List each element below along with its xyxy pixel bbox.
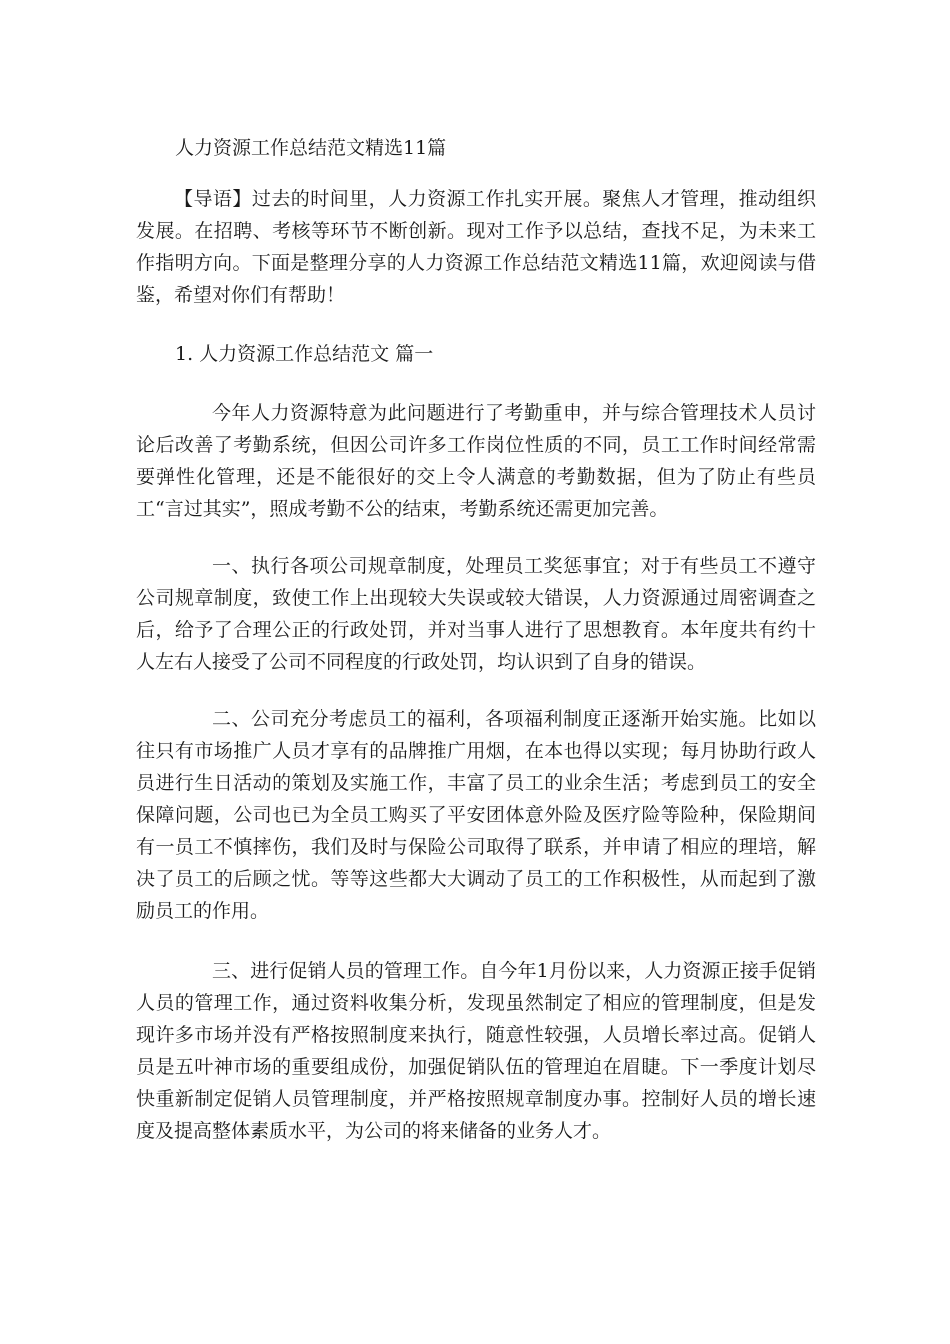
- body-paragraph-4: 三、进行促销人员的管理工作。自今年1月份以来，人力资源正接手促销人员的管理工作，通过资料收集分析，发现虽然制定了相应的管理制度，但是发现许多市场并没有严格按照制度来执行，随意性较强，人员增长率过高。促销人员是五叶神市场的重要组成份，加强促销队伍的管理迫在眉睫。下一季度计划尽快重新制定促销人员管理制度，并严格按照规章制度办事。控制好人员的增长速度及提高整体素质水平，为公司的将来储备的业务人才。: [136, 960, 816, 1142]
- body-paragraph-1: 今年人力资源特意为此问题进行了考勤重申，并与综合管理技术人员讨论后改善了考勤系统，但因公司许多工作岗位性质的不同，员工工作时间经常需要弹性化管理，还是不能很好的交上令人满意的考勤数据，但为了防止有些员工“言过其实”，照成考勤不公的结束，考勤系统还需更加完善。: [136, 402, 816, 520]
- section-heading: 1. 人力资源工作总结范文 篇一: [175, 343, 434, 365]
- lead-paragraph: 【导语】过去的时间里，人力资源工作扎实开展。聚焦人才管理，推动组织发展。在招聘、考核等环节不断创新。现对工作予以总结，查找不足，为未来工作指明方向。下面是整理分享的人力资源工作总结范文精选11篇，欢迎阅读与借鉴，希望对你们有帮助！: [136, 188, 816, 306]
- document-title: 人力资源工作总结范文精选11篇: [175, 137, 447, 159]
- body-paragraph-2: 一、执行各项公司规章制度，处理员工奖惩事宜；对于有些员工不遵守公司规章制度，致使工作上出现较大失误或较大错误，人力资源通过周密调查之后，给予了合理公正的行政处罚，并对当事人进行了思想教育。本年度共有约十人左右人接受了公司不同程度的行政处罚，均认识到了自身的错误。: [136, 555, 816, 673]
- body-paragraph-3: 二、公司充分考虑员工的福利，各项福利制度正逐渐开始实施。比如以往只有市场推广人员才享有的品牌推广用烟，在本也得以实现；每月协助行政人员进行生日活动的策划及实施工作，丰富了员工的业余生活；考虑到员工的安全保障问题，公司也已为全员工购买了平安团体意外险及医疗险等险种，保险期间有一员工不慎摔伤，我们及时与保险公司取得了联系，并申请了相应的理培，解决了员工的后顾之忧。等等这些都大大调动了员工的工作积极性，从而起到了激励员工的作用。: [136, 708, 816, 922]
